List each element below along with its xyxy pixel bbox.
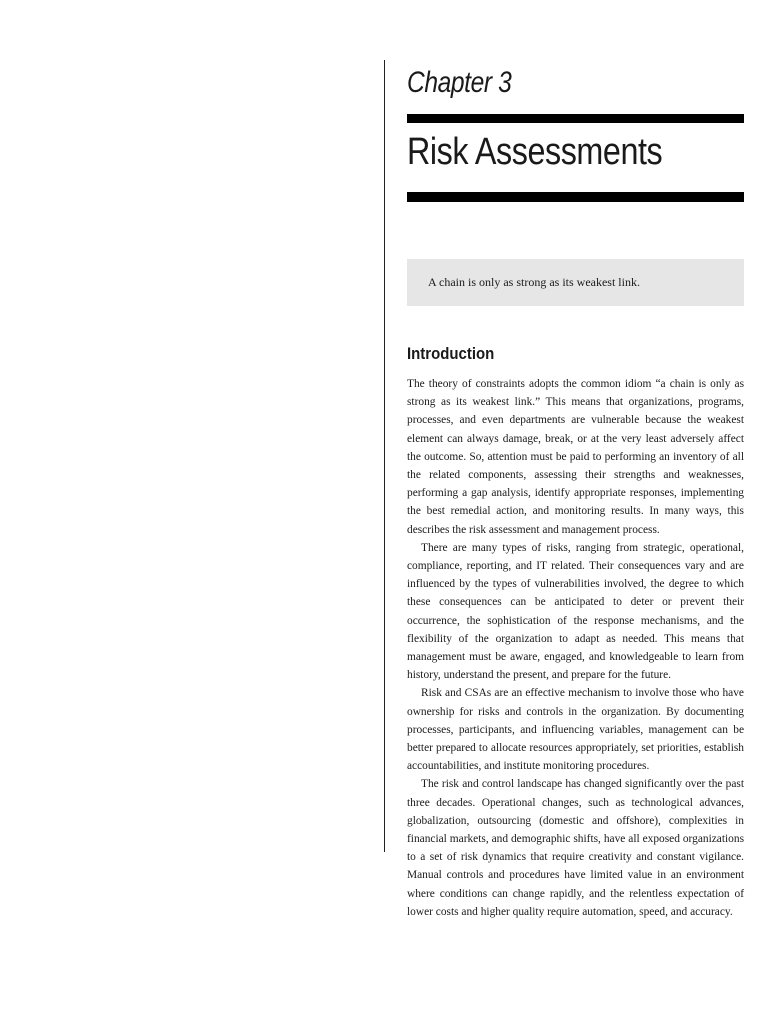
chapter-label: Chapter 3 bbox=[407, 66, 512, 99]
paragraph: There are many types of risks, ranging from strategic, operational, compliance, reporting, and IT related. Their consequences vary and are influenced by the types of vulnerabilities involved, the degree to which these consequences can be anticipated to deter or prevent their occurrence, the sophistication of the response mechanisms, and the flexibility of the organization to adapt as needed. This means that management must be aware, engaged, and knowledgeable to learn from history, understand the present, and prepare for the future. bbox=[407, 541, 744, 682]
paragraph: The risk and control landscape has changed significantly over the past three decades. Operational changes, such as technological advances, globalization, outsourcing (domestic and offshore), complexities in financial markets, and demographic shifts, have all exposed organizations to a set of risk dynamics that require creativity and constant vigilance. Manual controls and procedures have limited value in an environment where conditions can change rapidly, and the relentless expectation of lower costs and higher quality require automation, speed, and accuracy. bbox=[407, 778, 744, 918]
epigraph-box bbox=[407, 259, 744, 306]
body-text bbox=[407, 375, 744, 921]
chapter-title: Risk Assessments bbox=[407, 131, 663, 173]
paragraph: The theory of constraints adopts the common idiom “a chain is only as strong as its weakest link.” This means that organizations, programs, processes, and even departments are vulnerable because the weakest element can always damage, break, or at the very least adversely affect the outcome. So, attention must be paid to performing an inventory of all the related components, assessing their strengths and weaknesses, performing a gap analysis, identify appropriate responses, implementing the best remedial action, and monitoring results. In many ways, this describes the risk assessment and management process. bbox=[407, 378, 744, 536]
margin-rule bbox=[384, 60, 385, 852]
title-rule-top bbox=[407, 114, 744, 123]
section-heading: Introduction bbox=[407, 344, 495, 363]
epigraph-text: A chain is only as strong as its weakest link. bbox=[428, 275, 640, 289]
title-rule-bottom bbox=[407, 192, 744, 202]
paragraph: Risk and CSAs are an effective mechanism to involve those who have ownership for risks and controls in the organization. By documenting processes, participants, and influencing variables, management can be better prepared to allocate resources appropriately, set priorities, establish accountabilities, and institute monitoring procedures. bbox=[407, 687, 744, 773]
